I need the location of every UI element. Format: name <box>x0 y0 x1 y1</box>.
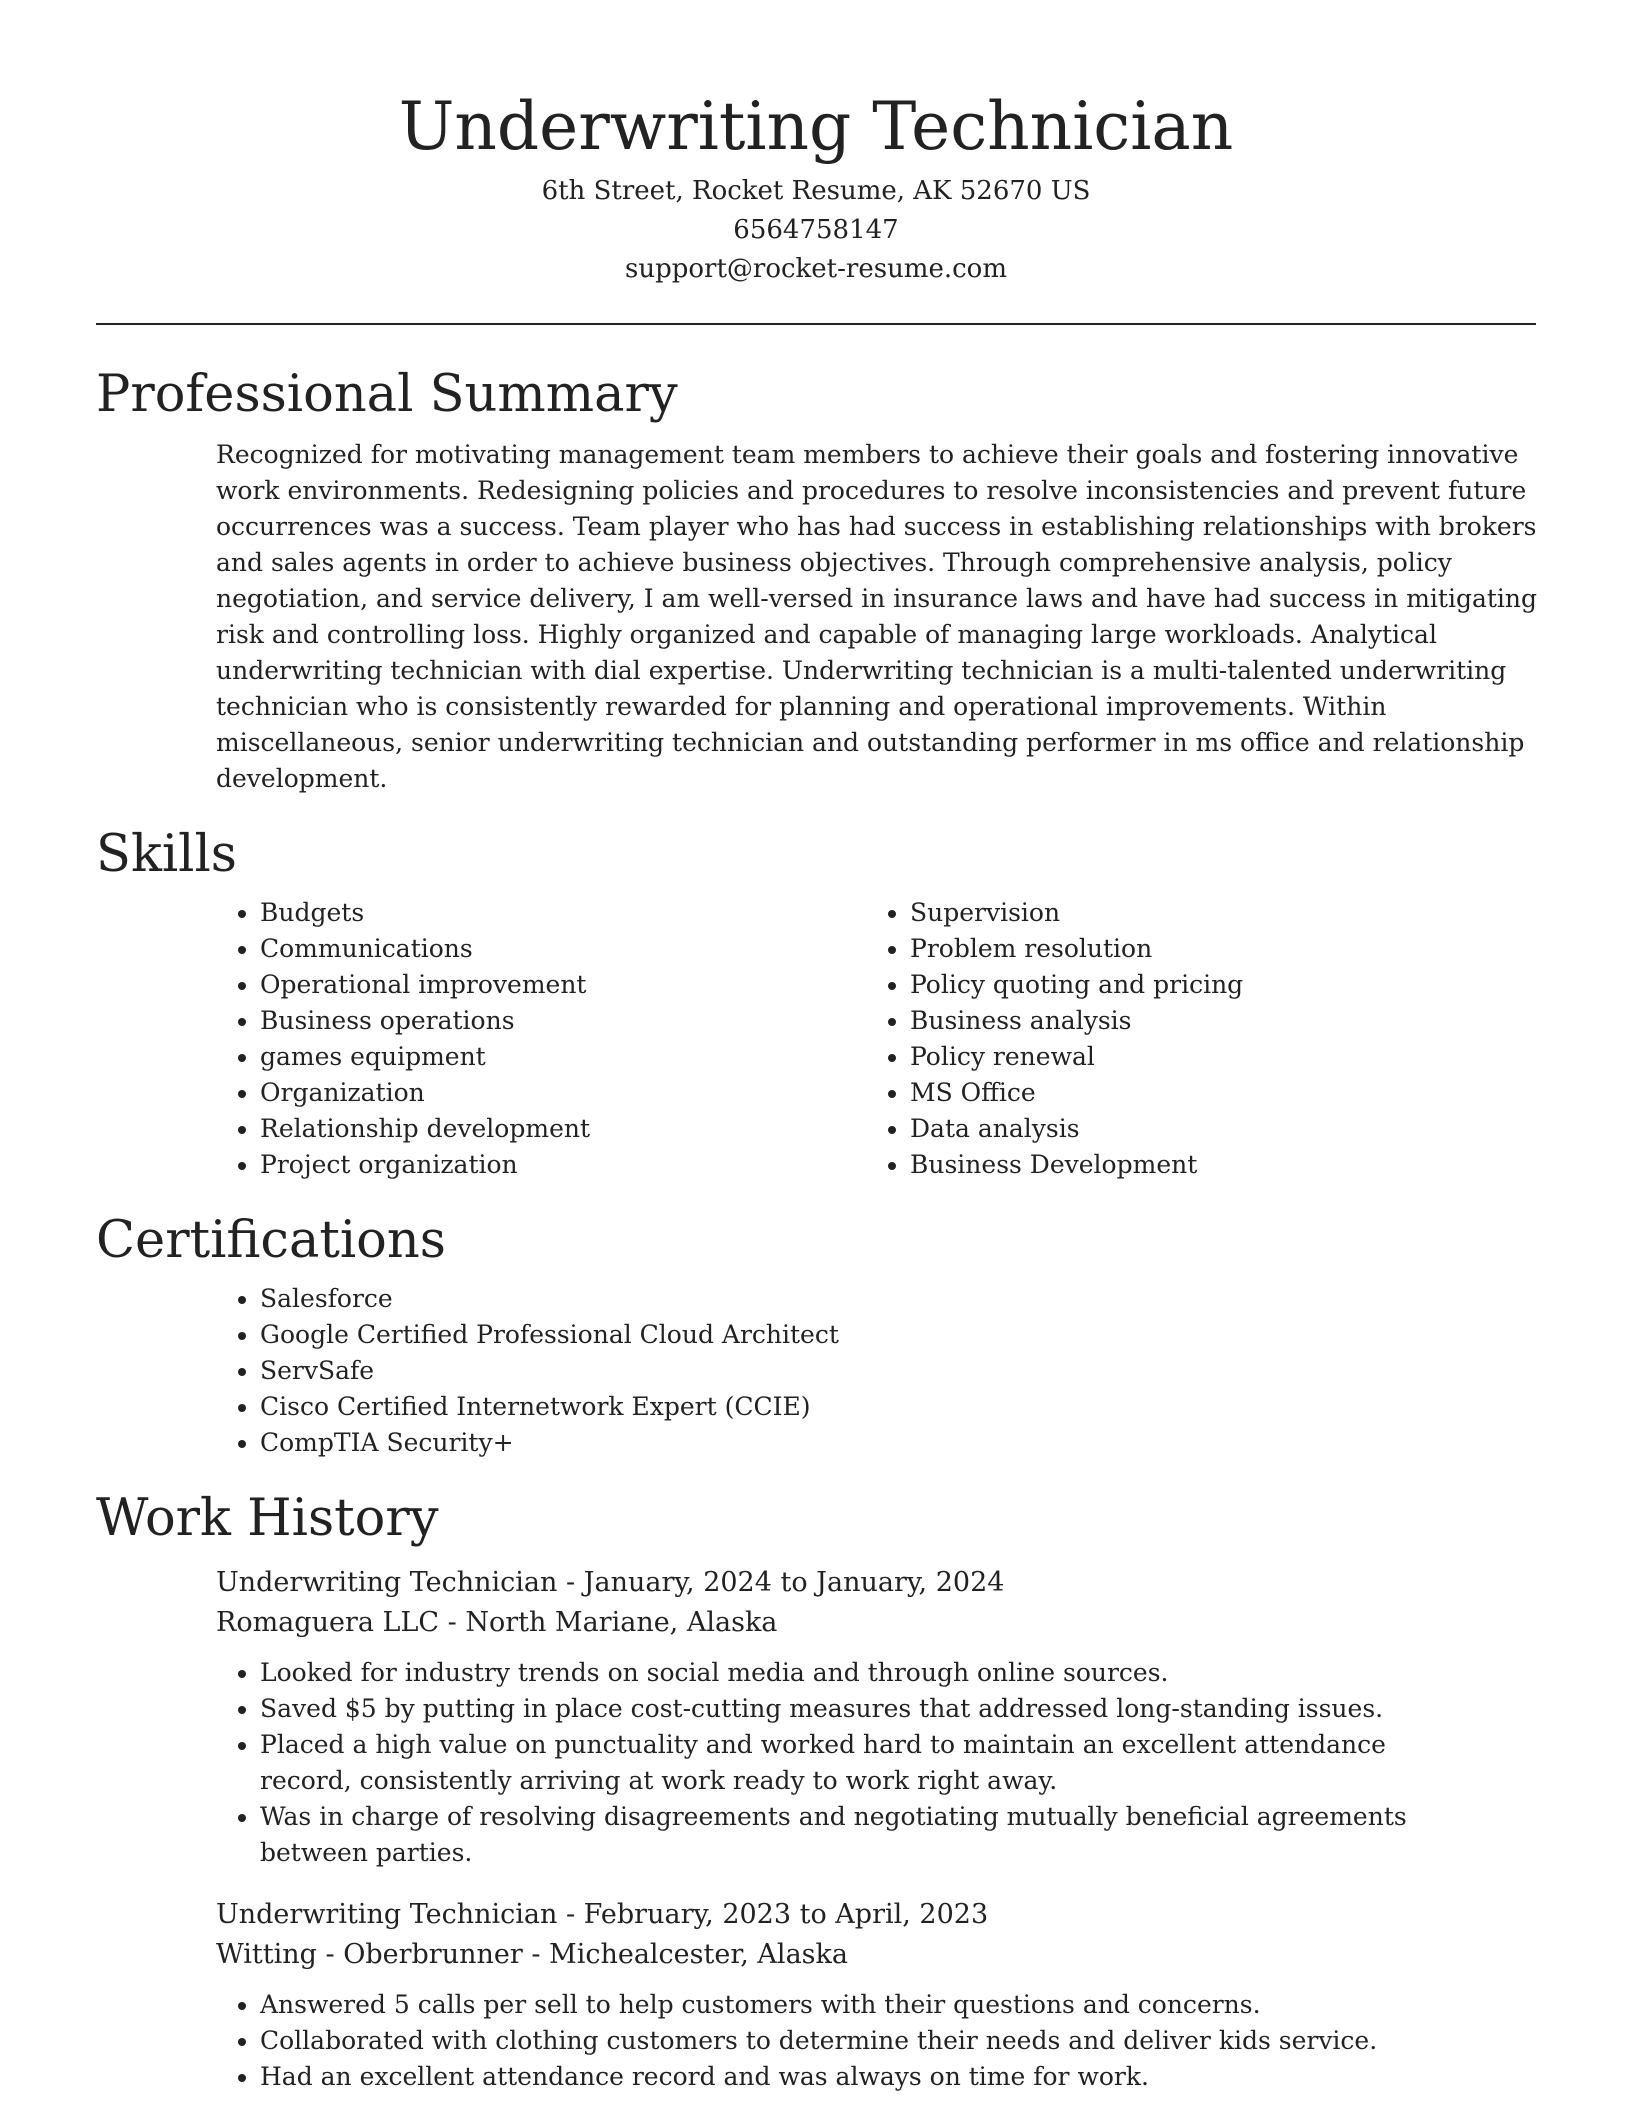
skill-item: • Policy renewal <box>910 1039 1516 1075</box>
job-duty-item: • Had an excellent attendance record and was always on time for work. <box>260 2059 1460 2095</box>
skill-item: • Supervision <box>910 895 1516 931</box>
resume-page <box>96 0 1536 2095</box>
certification-item: • Cisco Certified Internetwork Expert (CCIE) <box>260 1389 1536 1425</box>
skill-item: • Budgets <box>260 895 866 931</box>
skill-item: • Relationship development <box>260 1111 866 1147</box>
phone: 6564758147 <box>733 215 899 245</box>
job-duty-item: • Saved $5 by putting in place cost-cutting measures that addressed long-standing issues. <box>260 1691 1460 1727</box>
certifications-list <box>216 1281 1536 1461</box>
header-divider <box>96 323 1536 325</box>
skill-item: • Business Development <box>910 1147 1516 1183</box>
summary-heading: Professional Summary <box>96 365 678 424</box>
work-history-heading: Work History <box>96 1489 439 1548</box>
skills-list-right <box>866 895 1516 1183</box>
skill-item: • Communications <box>260 931 866 967</box>
job-duty-item: • Placed a high value on punctuality and worked hard to maintain an excellent attendance record, consistently arriving at work ready to work right away. <box>260 1727 1460 1799</box>
job-role-dates: Underwriting Technician - January, 2024 to January, 2024 <box>216 1567 1005 1598</box>
skill-item: • Business operations <box>260 1003 866 1039</box>
job-company-location: Romaguera LLC - North Mariane, Alaska <box>216 1607 778 1638</box>
certifications-heading: Certifications <box>96 1211 446 1270</box>
candidate-name: Underwriting Technician <box>398 88 1234 165</box>
resume-header <box>96 0 1536 289</box>
skill-item: • Organization <box>260 1075 866 1111</box>
job-duty-item: • Was in charge of resolving disagreements and negotiating mutually beneficial agreements between parties. <box>260 1799 1460 1871</box>
skills-heading: Skills <box>96 825 237 884</box>
skill-item: • Problem resolution <box>910 931 1516 967</box>
job-entry <box>216 1563 1536 1871</box>
skill-item: • MS Office <box>910 1075 1516 1111</box>
summary-text: Recognized for motivating management team members to achieve their goals and fostering innovative work environments. Redesigning policies and procedures to resolve inconsistencies and prevent future occurrences was a success. Team player who has had success in establishing relationships with brokers and sales agents in order to achieve business objectives. Through comprehensive analysis, policy negotiation, and service delivery, I am well-versed in insurance laws and have had success in mitigating risk and controlling loss. Highly organized and capable of managing large workloads. Analytical underwriting technician with dial expertise. Underwriting technician is a multi-talented underwriting technician who is consistently rewarded for planning and operational improvements. Within miscellaneous, senior underwriting technician and outstanding performer in ms office and relationship development. <box>216 440 1537 793</box>
certification-item: • ServSafe <box>260 1353 1536 1389</box>
skill-item: • games equipment <box>260 1039 866 1075</box>
job-duties-list <box>216 1987 1460 2095</box>
job-duties-list <box>216 1655 1460 1871</box>
certifications-block <box>216 1281 1536 1461</box>
skill-item: • Business analysis <box>910 1003 1516 1039</box>
skill-item: • Operational improvement <box>260 967 866 1003</box>
skills-list-left <box>216 895 866 1183</box>
email: support@rocket-resume.com <box>624 254 1007 284</box>
job-duty-item: • Answered 5 calls per sell to help customers with their questions and concerns. <box>260 1987 1460 2023</box>
job-duty-item: • Looked for industry trends on social media and through online sources. <box>260 1655 1460 1691</box>
job-role-dates: Underwriting Technician - February, 2023 to April, 2023 <box>216 1899 989 1930</box>
job-company-location: Witting - Oberbrunner - Michealcester, Alaska <box>216 1939 848 1970</box>
job-duty-item: • Collaborated with clothing customers to determine their needs and deliver kids service. <box>260 2023 1460 2059</box>
skill-item: • Policy quoting and pricing <box>910 967 1516 1003</box>
job-entry <box>216 1895 1536 2095</box>
address: 6th Street, Rocket Resume, AK 52670 US <box>541 176 1091 206</box>
certification-item: • CompTIA Security+ <box>260 1425 1536 1461</box>
skill-item: • Project organization <box>260 1147 866 1183</box>
certification-item: • Google Certified Professional Cloud Architect <box>260 1317 1536 1353</box>
skill-item: • Data analysis <box>910 1111 1516 1147</box>
skills-columns <box>216 895 1536 1183</box>
certification-item: • Salesforce <box>260 1281 1536 1317</box>
